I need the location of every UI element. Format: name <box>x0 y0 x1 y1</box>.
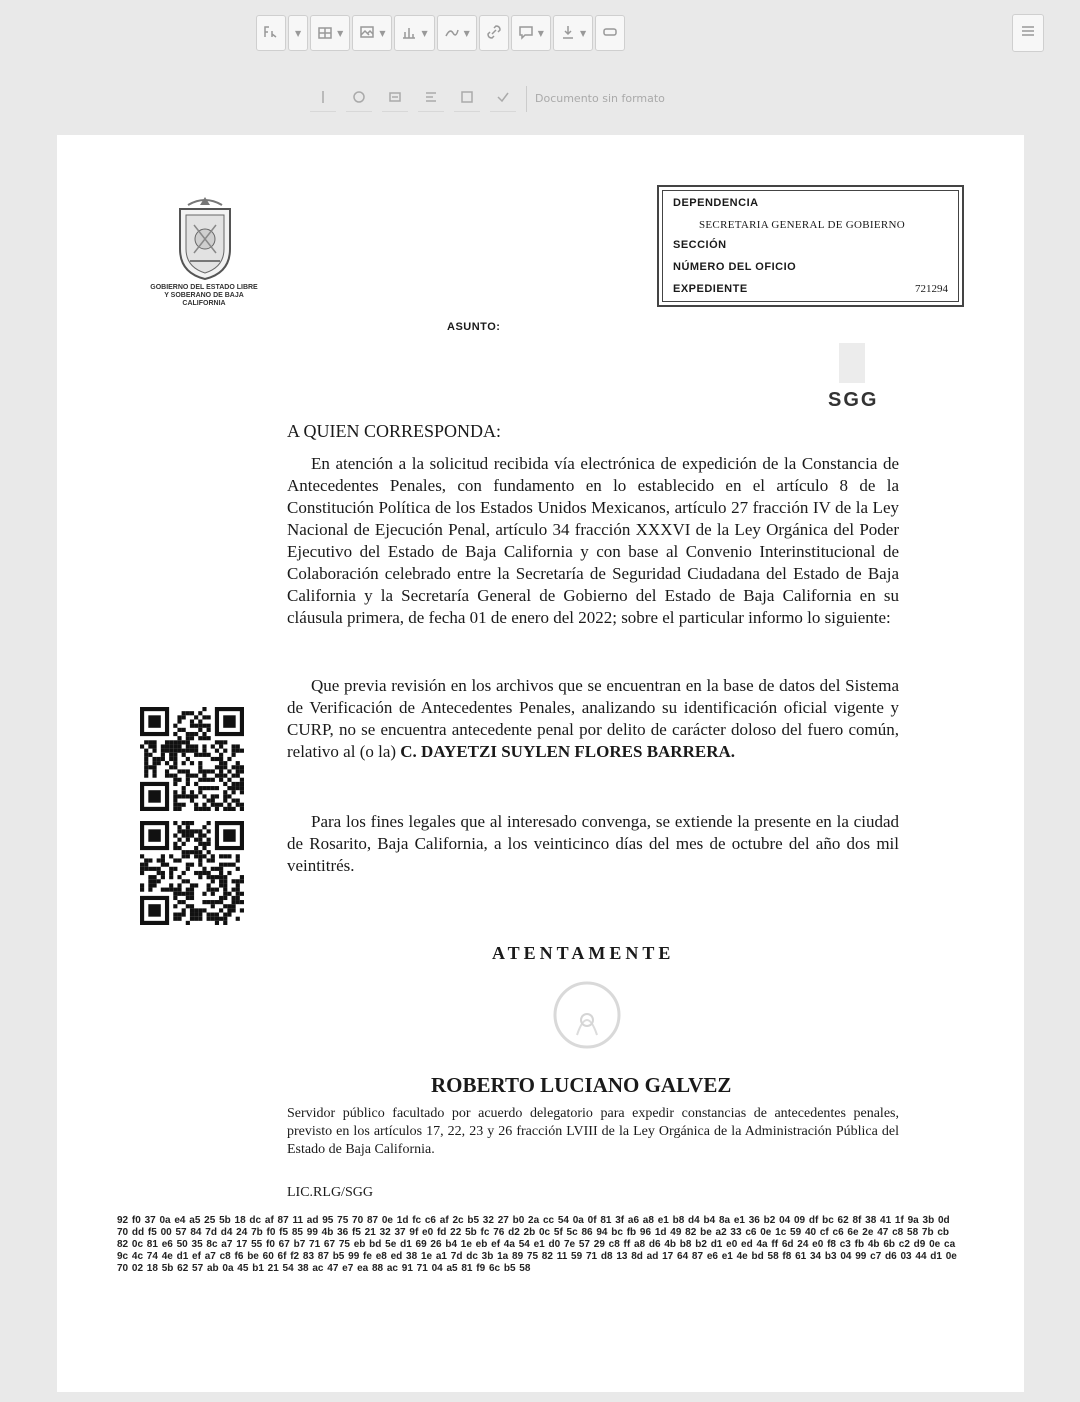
checkmark-icon <box>495 89 511 108</box>
more-icon <box>602 24 618 43</box>
comment-icon <box>518 24 534 43</box>
form-icon <box>560 24 576 43</box>
menu-button[interactable] <box>1012 14 1044 52</box>
paragraph-fines-legales: Para los fines legales que al interesado convenga, se extiende la presente en la ciudad de Rosarito, Baja California, a los veinticinco días del mes de octubre del año dos mil veintitrés. <box>287 812 899 875</box>
chevron-down-icon: ▼ <box>421 28 428 38</box>
document-page <box>57 135 1024 1392</box>
shape-icon <box>444 24 460 43</box>
expediente-label: EXPEDIENTE <box>673 283 748 295</box>
qr-code <box>140 821 244 925</box>
dependencia-box <box>657 185 964 307</box>
check-button[interactable] <box>490 86 516 112</box>
signer-description: Servidor público facultado por acuerdo delegatorio para expedir constancias de antecedentes penales, previsto en los artículos 17, 22, 23 y 26 fracción LVIII de la Ley Orgánica de la Administración Pública del Estado de Baja California. <box>287 1106 899 1157</box>
align-button[interactable] <box>418 86 444 112</box>
chevron-down-icon: ▼ <box>463 28 470 38</box>
atentamente-heading: ATENTAMENTE <box>492 943 675 963</box>
highlight-icon <box>387 89 403 108</box>
document-search-input[interactable]: Documento sin formato <box>526 86 706 112</box>
sgg-mark: SGG <box>828 389 879 411</box>
applicant-name: C. DAYETZI SUYLEN FLORES BARRERA. <box>400 742 736 761</box>
paragraph-fundamento: En atención a la solicitud recibida vía electrónica de expedición de la Constancia de Antecedentes Penales, con fundamento en lo establecido en el artículo 8 de la Constitución Política de los Estados Unidos Mexicanos, artículo 27 fracción IV de la Ley Nacional de Ejecución Penal, artículo 34 fracción XXXVI de la Ley Orgánica del Poder Ejecutivo del Estado de Baja California y con base al Convenio Interinstitucional de Colaboración celebrado entre la Secretaría de Seguridad Ciudadana del Estado de Baja California y la Secretaría General de Gobierno del Estado de Baja California en su cláusula primera, de fecha 01 de enero del 2022; sobre el particular informo lo siguiente: <box>287 454 899 627</box>
text-cursor-icon <box>315 89 331 108</box>
chart-tool[interactable] <box>394 15 434 51</box>
shape-tool[interactable] <box>437 15 477 51</box>
chevron-down-icon: ▼ <box>579 28 587 38</box>
digital-signature-hash: 92 f0 37 0a e4 a5 25 5b 18 dc af 87 11 ad 95 75 70 87 0e 1d fc c6 af 2c b5 32 27 b0 2a cc 54 0a 0f 81 3f a6 a8 e1 b8 d4 b4 8a e1 36 b2 04 09 df bc 62 8f 38 41 1f 9a 3b 0d 70 dd f5 00 57 84 7d d4 24 7b f0 f5 85 99 4b 36 f5 21 32 37 9f e0 fd 22 5b fc 76 d2 2b 0c 5f 5c 86 94 bc fb 96 1d 49 82 be a2 33 c6 0e 1c 59 40 cf c6 6e 2e 47 c8 58 7b cb 82 0c 81 e6 50 35 8c a7 17 55 f0 67 b7 71 67 75 eb bd 5e d1 69 26 b4 1e eb ef 4a 54 e1 d0 7e 57 29 c8 ff a8 d6 4b b8 b2 d1 e0 ed 4a ff 6d 24 e0 f8 c3 fb 4b 6b c2 d9 0e ca 9c 4c 74 4e d1 ef a7 c8 f6 be 60 6f f2 83 87 b5 99 fe e8 ed 38 1e a1 7d dc 3b 1a 89 75 82 11 59 71 d8 13 8d ad 17 64 87 e6 e1 4e bd 58 f8 61 34 b3 04 99 c7 d6 03 44 d1 0e 70 02 18 5b 62 57 ab 0a 45 b1 21 54 38 ac 47 e7 ea 88 ac 91 71 04 a5 81 f9 6c b5 58 <box>117 1215 957 1274</box>
more-tool[interactable] <box>595 15 625 51</box>
chevron-down-icon: ▼ <box>379 28 386 38</box>
chevron-down-icon: ▼ <box>537 28 544 38</box>
form-tool[interactable] <box>553 15 593 51</box>
numero-oficio-label: NÚMERO DEL OFICIO <box>673 261 797 273</box>
chart-icon <box>401 24 417 43</box>
box-icon <box>459 89 475 108</box>
seccion-label: SECCIÓN <box>673 239 727 251</box>
signature-seal <box>547 975 627 1065</box>
image-icon <box>359 24 375 43</box>
document-initials: LIC.RLG/SGG <box>287 1185 373 1200</box>
comment-tool[interactable] <box>511 15 551 51</box>
text-icon <box>263 24 279 43</box>
paragraph-revision <box>287 675 899 763</box>
link-icon <box>486 24 502 43</box>
asunto-label: ASUNTO: <box>447 321 501 333</box>
box-button[interactable] <box>454 86 480 112</box>
expediente-value: 721294 <box>915 283 948 295</box>
editor-toolbar <box>256 14 625 52</box>
coat-of-arms-logo <box>172 195 238 281</box>
qr-code <box>140 707 244 811</box>
table-icon <box>317 24 333 43</box>
text-dropdown[interactable] <box>288 15 308 51</box>
logo-caption: GOBIERNO DEL ESTADO LIBRE Y SOBERANO DE BAJA CALIFORNIA <box>150 284 258 307</box>
signer-name: ROBERTO LUCIANO GALVEZ <box>431 1073 732 1097</box>
hamburger-icon <box>1020 23 1036 44</box>
chevron-down-icon: ▼ <box>295 28 302 38</box>
chevron-down-icon: ▼ <box>337 28 344 38</box>
image-tool[interactable] <box>352 15 392 51</box>
format-toolbar <box>310 84 706 114</box>
circle-button[interactable] <box>346 86 372 112</box>
revision-text: Que previa revisión en los archivos que se encuentran en la base de datos del Sistema de Verificación de Antecedentes Penales, analizando su identificación oficial vigente y CURP, no se encuentra antecedente penal por delito de carácter doloso del fuero común, relativo al (o la) <box>287 676 899 761</box>
dependencia-label: DEPENDENCIA <box>673 197 759 209</box>
dependencia-value: SECRETARIA GENERAL DE GOBIERNO <box>699 219 906 231</box>
table-tool[interactable] <box>310 15 350 51</box>
align-icon <box>423 89 439 108</box>
link-tool[interactable] <box>479 15 509 51</box>
cursor-button[interactable] <box>310 86 336 112</box>
highlight-button[interactable] <box>382 86 408 112</box>
salutation: A QUIEN CORRESPONDA: <box>287 421 502 441</box>
sgg-emblem <box>839 343 865 383</box>
text-tool[interactable] <box>256 15 286 51</box>
circle-icon <box>351 89 367 108</box>
